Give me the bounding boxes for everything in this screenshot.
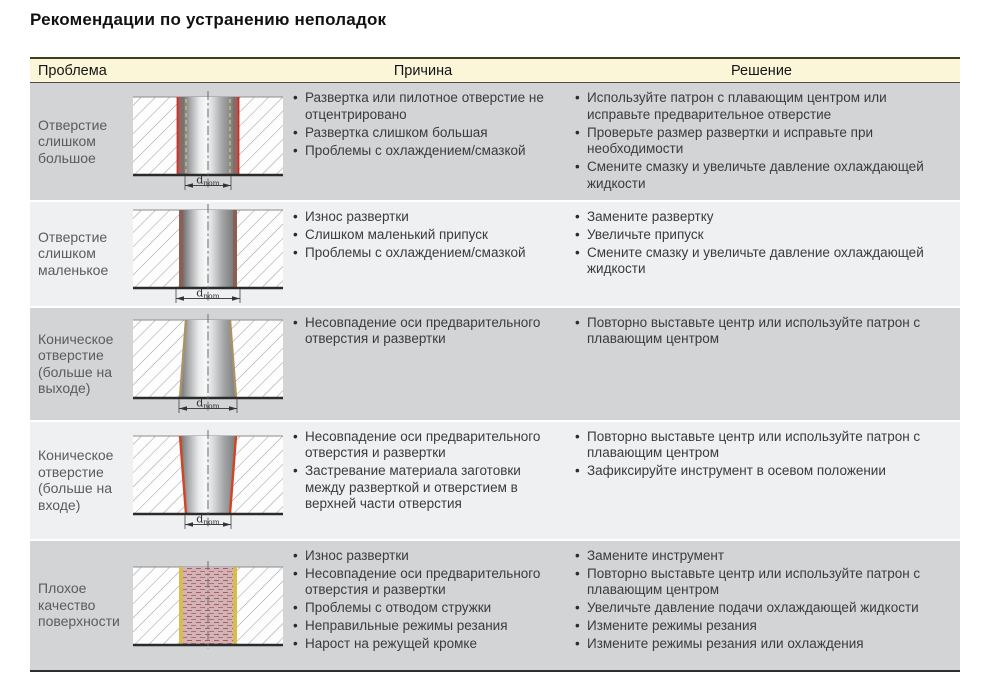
figure-cell [133, 541, 283, 670]
cause-cell [283, 422, 563, 539]
cause-item: • Проблемы с отводом стружки [291, 600, 555, 617]
solution-item: • Замените инструмент [573, 548, 952, 565]
solution-item: • Увеличьте припуск [573, 227, 952, 244]
cause-list [291, 315, 555, 348]
table-row [30, 420, 960, 539]
solution-cell [563, 308, 960, 420]
solution-item: • Проверьте размер развертки и исправьте при необходимости [573, 125, 952, 158]
solution-item: • Повторно выставьте центр или используйте патрон с плавающим центром [573, 429, 952, 462]
solution-item: • Измените режимы резания или охлаждения [573, 636, 952, 653]
svg-text:dnom: dnom [196, 512, 220, 527]
table-body [30, 83, 960, 670]
column-header-solution: Решение [731, 62, 792, 79]
column-header-cause: Причина [393, 62, 453, 79]
solution-item: • Замените развертку [573, 209, 952, 226]
cause-item: • Проблемы с охлаждением/смазкой [291, 245, 555, 262]
svg-text:dnom: dnom [196, 286, 220, 300]
cause-cell [283, 308, 563, 420]
cause-list [291, 209, 555, 262]
cause-item: • Несовпадение оси предварительного отверстия и развертки [291, 566, 555, 599]
troubleshooting-table [30, 57, 960, 672]
problem-label: Коническое отверстие (больше на входе) [38, 447, 114, 513]
cause-item: • Нарост на режущей кромке [291, 636, 555, 653]
problem-cell [30, 308, 133, 420]
solution-item: • Используйте патрон с плавающим центром или исправьте предварительное отверстие [573, 90, 952, 123]
tapered-hole-larger-at-exit-figure [133, 314, 283, 414]
cause-item: • Износ развертки [291, 209, 555, 226]
cause-list [291, 429, 555, 513]
solution-cell [563, 202, 960, 306]
column-header-problem: Проблема [38, 62, 107, 79]
cause-item: • Застревание материала заготовки между разверткой и отверстием в верхней части отверстия [291, 463, 555, 513]
cause-item: • Развертка слишком большая [291, 125, 555, 142]
cause-cell [283, 202, 563, 306]
svg-text:dnom: dnom [196, 173, 220, 188]
figure-cell [133, 422, 283, 539]
solution-item: • Смените смазку и увеличьте давление охлаждающей жидкости [573, 245, 952, 278]
table-row [30, 306, 960, 420]
table-row [30, 539, 960, 670]
cause-item: • Несовпадение оси предварительного отверстия и развертки [291, 315, 555, 348]
page-title: Рекомендации по устранению неполадок [30, 10, 387, 29]
svg-text:dnom: dnom [196, 396, 220, 410]
figure-cell [133, 308, 283, 420]
solution-list [573, 429, 952, 480]
cause-cell [283, 83, 563, 200]
solution-cell [563, 83, 960, 200]
solution-list [573, 548, 952, 653]
cause-item: • Слишком маленький припуск [291, 227, 555, 244]
solution-list [573, 315, 952, 348]
cause-item: • Проблемы с охлаждением/смазкой [291, 143, 555, 160]
problem-label: Отверстие слишком большое [38, 116, 108, 166]
poor-surface-finish-figure [133, 561, 283, 649]
figure-cell [133, 202, 283, 306]
problem-cell [30, 83, 133, 200]
problem-cell [30, 422, 133, 539]
solution-item: • Зафиксируйте инструмент в осевом положении [573, 463, 952, 480]
solution-item: • Смените смазку и увеличьте давление охлаждающей жидкости [573, 159, 952, 192]
cause-item: • Несовпадение оси предварительного отверстия и развертки [291, 429, 555, 462]
tapered-hole-larger-at-entry-figure [133, 430, 283, 530]
table-row [30, 83, 960, 200]
solution-cell [563, 541, 960, 670]
solution-item: • Повторно выставьте центр или используйте патрон с плавающим центром [573, 566, 952, 599]
problem-cell [30, 202, 133, 306]
hole-too-large-figure [133, 91, 283, 191]
cause-cell [283, 541, 563, 670]
table-row [30, 200, 960, 306]
solution-list [573, 90, 952, 192]
cause-list [291, 548, 555, 653]
solution-item: • Измените режимы резания [573, 618, 952, 635]
problem-cell [30, 541, 133, 670]
cause-item: • Износ развертки [291, 548, 555, 565]
cause-list [291, 90, 555, 159]
cause-item: • Развертка или пилотное отверстие не отцентрировано [291, 90, 555, 123]
problem-label: Отверстие слишком маленькое [38, 228, 109, 278]
figure-cell [133, 83, 283, 200]
cause-item: • Неправильные режимы резания [291, 618, 555, 635]
solution-item: • Увеличьте давление подачи охлаждающей жидкости [573, 600, 952, 617]
solution-item: • Повторно выставьте центр или используйте патрон с плавающим центром [573, 315, 952, 348]
problem-label: Коническое отверстие (больше на выходе) [38, 330, 114, 396]
hole-too-small-figure [133, 204, 283, 304]
table-header-row [30, 57, 960, 83]
solution-list [573, 209, 952, 278]
solution-cell [563, 422, 960, 539]
problem-label: Плохое качество поверхности [38, 580, 120, 630]
